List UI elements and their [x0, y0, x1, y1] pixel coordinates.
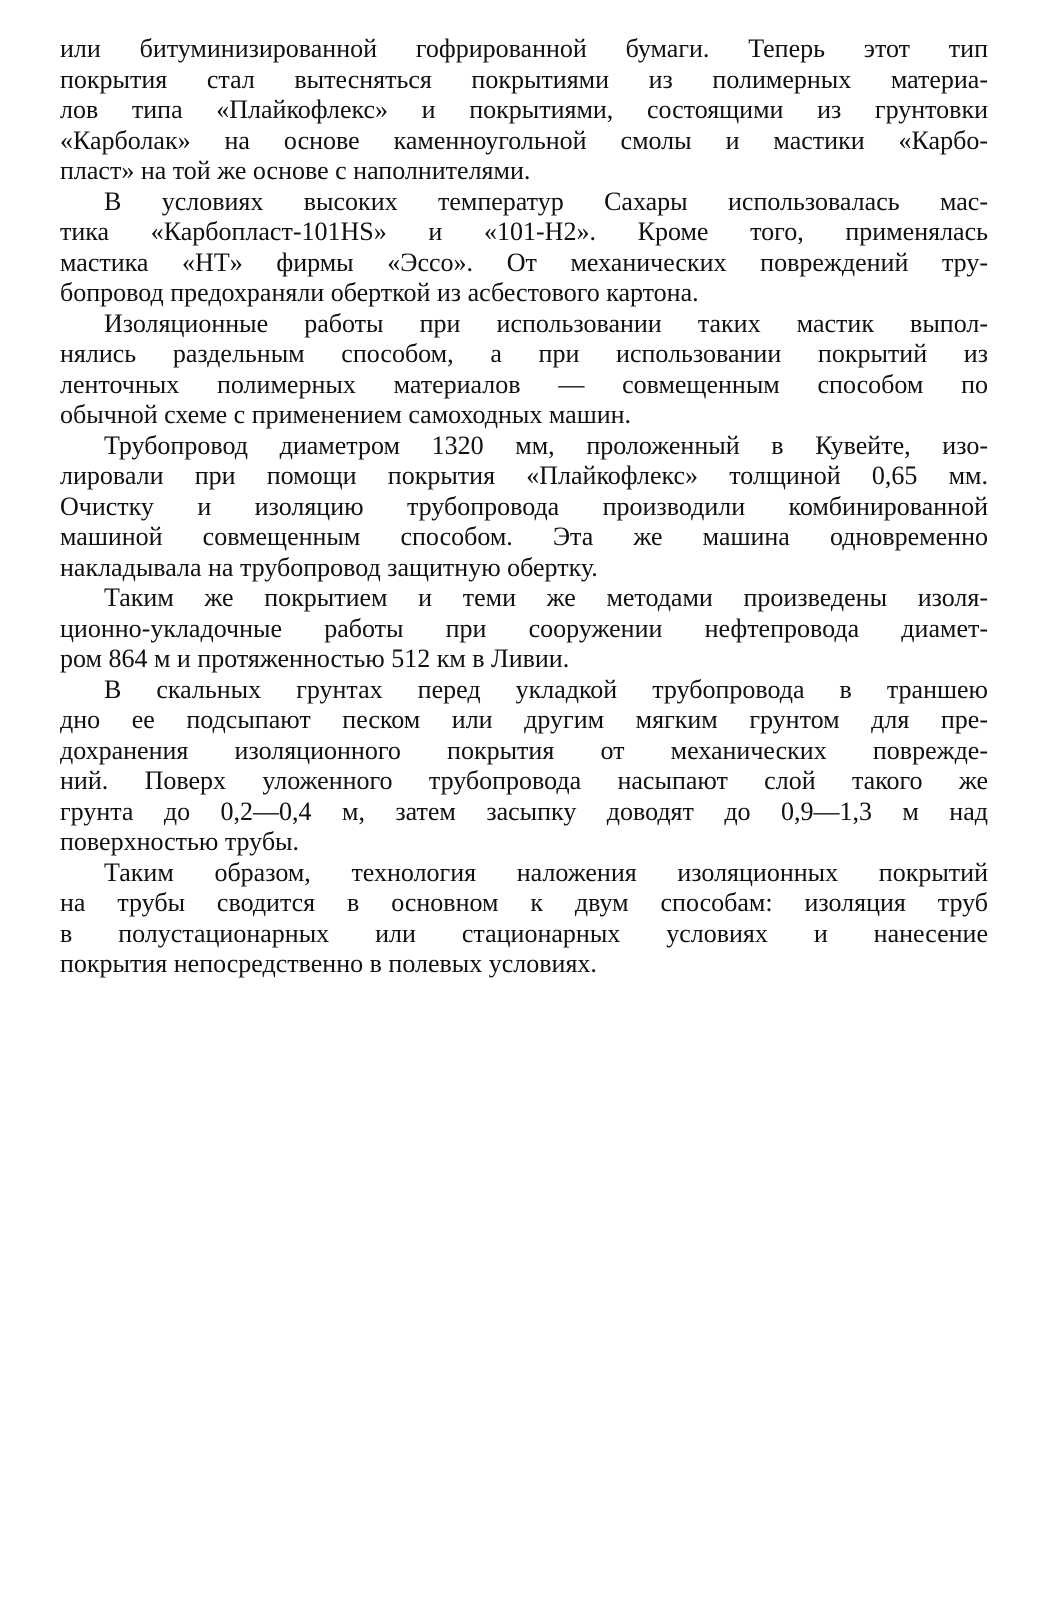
text-line: В скальных грунтах перед укладкой трубопровода в траншею [104, 674, 988, 704]
text-line: пласт» на той же основе с наполнителями. [60, 156, 531, 185]
text-line: Трубопровод диаметром 1320 мм, проложенный в Кувейте, изо- [104, 430, 988, 460]
text-line: тика «Карбопласт-101HS» и «101-H2». Кроме того, применялась [60, 217, 988, 246]
text-line: ний. Поверх уложенного трубопровода насыпают слой такого же [60, 766, 988, 795]
paragraph-3 [60, 309, 988, 431]
text-line: машиной совмещенным способом. Эта же машина одновременно [60, 522, 988, 551]
text-line: обычной схеме с применением самоходных машин. [60, 400, 632, 429]
text-line: Таким образом, технология наложения изоляционных покрытий [104, 857, 988, 887]
text-line: дно ее подсыпают песком или другим мягким грунтом для пре- [60, 705, 988, 734]
text-line: Таким же покрытием и теми же методами произведены изоля- [104, 583, 988, 612]
text-line: нялись раздельным способом, а при использовании покрытий из [60, 339, 988, 368]
text-line: Очистку и изоляцию трубопровода производили комбинированной [60, 491, 988, 521]
text-line: ленточных полимерных материалов — совмещенным способом по [60, 369, 988, 399]
text-line: на трубы сводится в основном к двум способам: изоляция труб [60, 888, 988, 917]
paragraph-6 [60, 675, 988, 858]
paragraph-2 [60, 187, 988, 309]
text-line: поверхностью трубы. [60, 827, 300, 856]
book-page-text [60, 34, 988, 980]
paragraph-5 [60, 583, 988, 675]
paragraph-4 [60, 431, 988, 584]
paragraph-1 [60, 34, 988, 187]
text-line: лировали при помощи покрытия «Плайкофлекс» толщиной 0,65 мм. [60, 461, 988, 490]
text-line: в полустационарных или стационарных условиях и нанесение [60, 918, 988, 948]
text-line: лов типа «Плайкофлекс» и покрытиями, состоящими из грунтовки [60, 95, 988, 124]
text-line: В условиях высоких температур Сахары использовалась мас- [104, 186, 988, 216]
text-line: Изоляционные работы при использовании таких мастик выпол- [104, 308, 988, 338]
text-line: ционно-укладочные работы при сооружении нефтепровода диамет- [60, 613, 988, 643]
text-line: дохранения изоляционного покрытия от механических поврежде- [60, 735, 988, 765]
paragraph-7 [60, 858, 988, 980]
text-line: «Карболак» на основе каменноугольной смолы и мастики «Карбо- [60, 125, 988, 155]
text-line: грунта до 0,2—0,4 м, затем засыпку доводят до 0,9—1,3 м над [60, 796, 988, 826]
text-line: или битуминизированной гофрированной бумаги. Теперь этот тип [60, 34, 988, 63]
text-line: ром 864 м и протяженностью 512 км в Ливии. [60, 644, 570, 673]
text-line: покрытия стал вытесняться покрытиями из полимерных материа- [60, 64, 988, 94]
text-line: накладывала на трубопровод защитную обертку. [60, 552, 598, 582]
text-line: бопровод предохраняли оберткой из асбестового картона. [60, 278, 699, 307]
text-line: мастика «HT» фирмы «Эссо». От механических повреждений тру- [60, 247, 988, 277]
text-line: покрытия непосредственно в полевых условиях. [60, 949, 597, 978]
